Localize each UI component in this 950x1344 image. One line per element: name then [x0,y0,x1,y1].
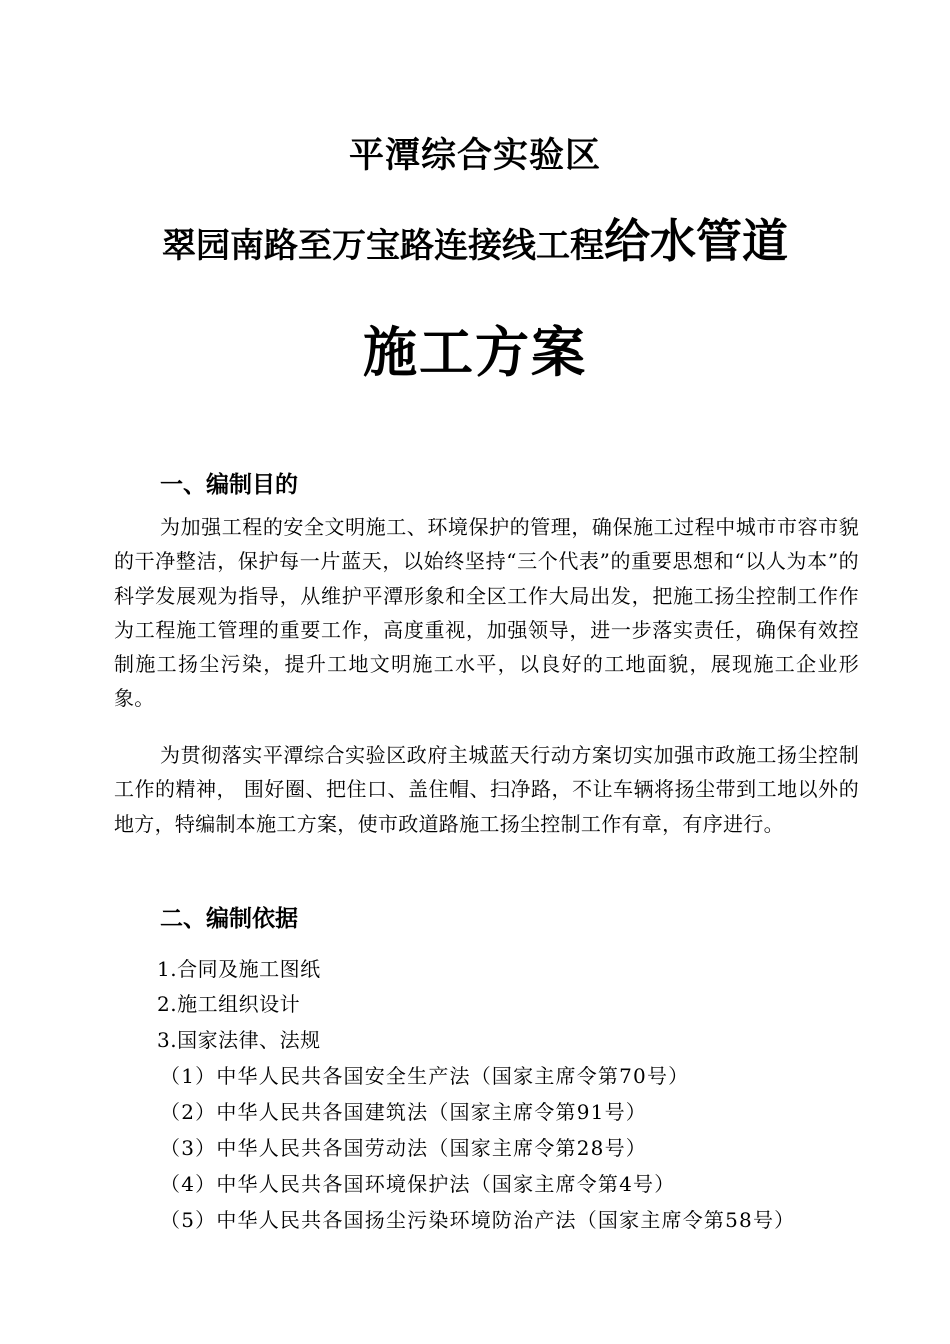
law-item: （5）中华人民共各国扬尘污染环境防治产法（国家主席令第58号） [160,1208,796,1232]
title-line-3: 施工方案 [363,321,587,384]
title-line-2-subject: 给水管道 [604,214,788,268]
law-item: （4）中华人民共各国环境保护法（国家主席令第4号） [160,1172,676,1196]
basis-item: 1.合同及施工图纸 [157,957,321,981]
section-heading-purpose: 一、编制目的 [160,472,298,498]
law-item: （3）中华人民共各国劳动法（国家主席令第28号） [160,1136,647,1160]
basis-item: 2.施工组织设计 [157,992,301,1016]
law-item: （1）中华人民共各国安全生产法（国家主席令第70号） [160,1064,690,1088]
title-line-2-project: 翠园南路至万宝路连接线工程 [162,226,604,266]
title-line-1: 平潭综合实验区 [348,136,601,176]
section-heading-basis: 二、编制依据 [160,906,298,932]
basis-item: 3.国家法律、法规 [157,1028,321,1052]
law-item: （2）中华人民共各国建筑法（国家主席令第91号） [160,1100,647,1124]
purpose-paragraph-1: 为加强工程的安全文明施工、环境保护的管理，确保施工过程中城市市容市貌的干净整洁，保护每一片蓝天，以始终坚持“三个代表”的重要思想和“以人为本”的科学发展观为指导，从维护平潭形象和全区工作大局出发，把施工扬尘控制工作作为工程施工管理的重要工作，高度重视，加强领导，进一步落实责任，确保有效控制施工扬尘污染，提升工地文明施工水平，以良好的工地面貌，展现施工企业形象。 [114,515,859,711]
purpose-paragraph-2: 为贯彻落实平潭综合实验区政府主城蓝天行动方案切实加强市政施工扬尘控制工作的精神， 围好圈、把住口、盖住帽、扫净路，不让车辆将扬尘带到工地以外的地方，特编制本施工方案，使市政道路施工扬尘控制工作有章，有序进行。 [114,743,859,836]
title-line-2 [0,205,950,271]
